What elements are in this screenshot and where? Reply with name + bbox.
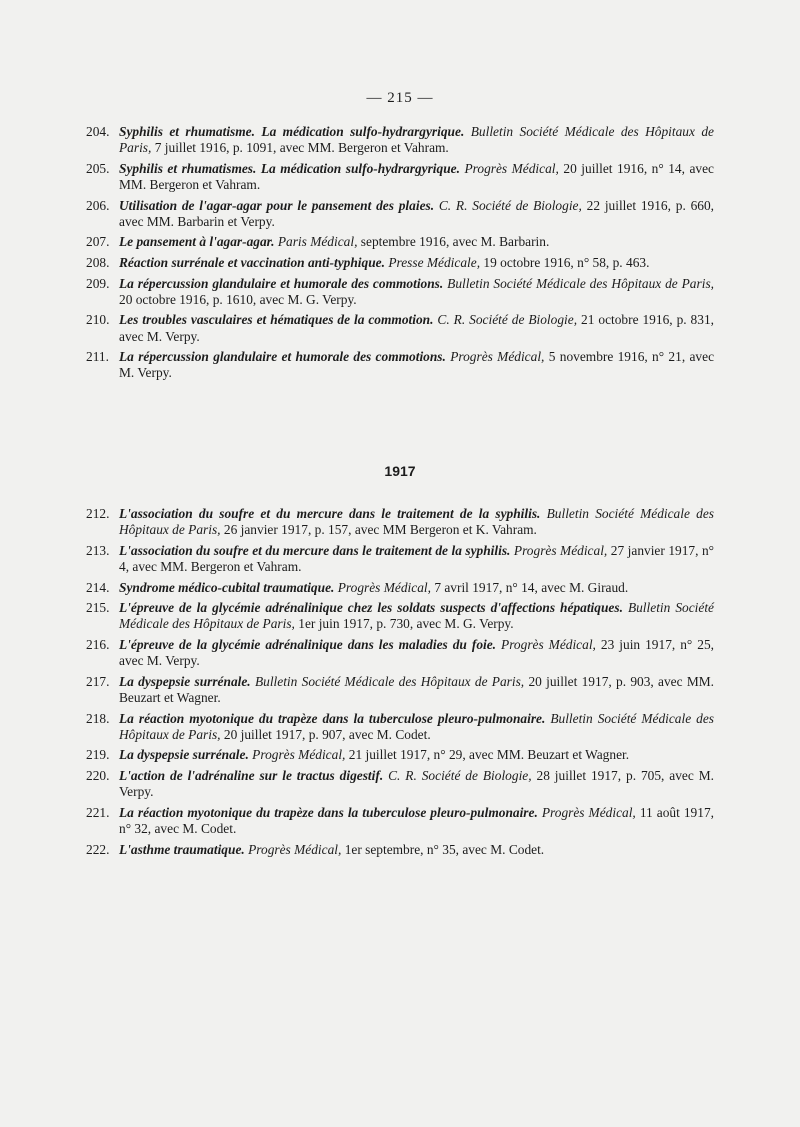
entry-details: 20 juillet 1917, p. 903, avec MM. Beuzart et Wagner. <box>119 673 714 705</box>
entry-details: 26 janvier 1917, p. 157, avec MM Bergeron et K. Vahram. <box>223 522 537 538</box>
entry-number: 207. <box>86 234 110 250</box>
entry-source: Progrès Médical, <box>464 160 559 176</box>
entry-title: Les troubles vasculaires et hématiques de la commotion. <box>119 312 434 328</box>
entry-title: La dyspepsie surrénale. <box>119 673 251 689</box>
entry-number: 208. <box>86 254 110 270</box>
entry-title: Syphilis et rhumatisme. La médication sulfo-hydrargyrique. <box>119 124 465 139</box>
entry-details: 20 octobre 1916, p. 1610, avec M. G. Verpy. <box>119 291 357 307</box>
entry-source: Progrès Médical, <box>248 841 342 857</box>
entry-source: Progrès Médical, <box>541 804 636 820</box>
entry-details: 5 novembre 1916, n° 21, avec M. Verpy. <box>119 349 715 381</box>
reference-entry <box>86 349 714 381</box>
reference-entry <box>86 711 714 743</box>
entry-details: 21 juillet 1917, n° 29, avec MM. Beuzart et Wagner. <box>348 747 630 763</box>
entry-source: Progrès Médical, <box>252 747 346 763</box>
entry-number: 219. <box>86 747 110 763</box>
year-heading: 1917 <box>384 463 416 479</box>
entry-source: Bulletin Société Médicale des Hôpitaux de Paris, <box>254 673 525 689</box>
entry-number: 217. <box>86 673 110 689</box>
entry-details: 23 juin 1917, n° 25, avec M. Verpy. <box>119 636 715 669</box>
entry-details: 1er septembre, n° 35, avec M. Codet. <box>344 841 545 857</box>
entry-source: Bulletin Société Médicale des Hôpitaux de Paris, <box>119 506 714 538</box>
reference-entry <box>86 637 714 669</box>
reference-entry <box>86 161 714 193</box>
reference-entry <box>86 506 714 538</box>
entry-title: L'association du soufre et du mercure dans le traitement de la syphilis. <box>119 542 511 558</box>
reference-entry <box>86 198 714 230</box>
entry-source: C. R. Société de Biologie, <box>438 197 582 213</box>
reference-entry <box>86 805 714 837</box>
entry-number: 211. <box>86 349 109 365</box>
entry-number: 216. <box>86 636 110 652</box>
entry-number: 215. <box>86 600 110 616</box>
entry-number: 209. <box>86 275 110 291</box>
entry-source: C. R. Société de Biologie, <box>437 312 578 328</box>
entry-number: 221. <box>86 804 110 820</box>
reference-entry <box>86 842 714 858</box>
entry-title: La répercussion glandulaire et humorale des commotions. <box>119 349 446 365</box>
entry-number: 213. <box>86 542 110 558</box>
reference-entry <box>86 543 714 575</box>
entry-number: 218. <box>86 710 110 726</box>
entry-details: septembre 1916, avec M. Barbarin. <box>360 234 550 250</box>
reference-entry <box>86 747 714 763</box>
entry-title: Syphilis et rhumatismes. La médication sulfo-hydrargyrique. <box>119 160 460 176</box>
entry-title: L'asthme traumatique. <box>119 841 245 857</box>
reference-entry <box>86 124 714 156</box>
entry-source: Paris Médical, <box>277 234 358 250</box>
entry-title: L'action de l'adrénaline sur le tractus digestif. <box>119 767 384 783</box>
entry-number: 210. <box>86 312 110 328</box>
entry-title: La dyspepsie surrénale. <box>119 747 249 763</box>
entry-details: 7 avril 1917, n° 14, avec M. Giraud. <box>434 579 629 595</box>
reference-entry <box>86 768 714 800</box>
entry-details: 28 juillet 1917, p. 705, avec M. Verpy. <box>119 767 714 800</box>
reference-entry <box>86 674 714 706</box>
entry-number: 214. <box>86 579 110 595</box>
entry-details: 20 juillet 1916, n° 14, avec MM. Bergeron et Vahram. <box>119 160 715 192</box>
entry-title: L'épreuve de la glycémie adrénalinique chez les soldats suspects d'affections hépatiques. <box>119 600 623 616</box>
entry-title: Le pansement à l'agar-agar. <box>119 234 275 250</box>
entry-source: Bulletin Société Médicale des Hôpitaux de Paris, <box>119 600 714 632</box>
entry-title: Syndrome médico-cubital traumatique. <box>119 579 335 595</box>
entry-details: 21 octobre 1916, p. 831, avec M. Verpy. <box>119 312 714 344</box>
entry-number: 220. <box>86 767 110 783</box>
entry-source: Progrès Médical, <box>337 579 431 595</box>
entry-title: Utilisation de l'agar-agar pour le pansement des plaies. <box>119 197 435 213</box>
entry-number: 206. <box>86 197 110 213</box>
entry-details: 20 juillet 1917, p. 907, avec M. Codet. <box>223 726 431 742</box>
entry-details: 19 octobre 1916, n° 58, p. 463. <box>483 254 650 270</box>
reference-list-1916 <box>86 124 714 386</box>
entry-title: La réaction myotonique du trapèze dans la tuberculose pleuro-pulmonaire. <box>119 804 538 820</box>
entry-title: L'association du soufre et du mercure dans le traitement de la syphilis. <box>119 506 541 521</box>
reference-entry <box>86 600 714 632</box>
reference-entry <box>86 234 714 250</box>
entry-source: Bulletin Société Médicale des Hôpitaux de Paris, <box>119 124 714 156</box>
entry-details: 1er juin 1917, p. 730, avec M. G. Verpy. <box>298 616 514 632</box>
entry-number: 204. <box>86 124 110 139</box>
entry-details: 27 janvier 1917, n° 4, avec MM. Bergeron et Vahram. <box>119 542 714 574</box>
entry-source: Presse Médicale, <box>388 254 481 270</box>
reference-list-1917 <box>86 506 714 862</box>
entry-details: 11 août 1917, n° 32, avec M. Codet. <box>119 804 714 836</box>
reference-entry <box>86 276 714 308</box>
entry-number: 205. <box>86 160 110 176</box>
entry-number: 212. <box>86 506 110 521</box>
entry-source: Progrès Médical, <box>513 542 608 558</box>
entry-title: Réaction surrénale et vaccination anti-typhique. <box>119 254 385 270</box>
entry-title: La réaction myotonique du trapèze dans la tuberculose pleuro-pulmonaire. <box>119 710 546 726</box>
reference-entry <box>86 580 714 596</box>
entry-source: Bulletin Société Médicale des Hôpitaux de Paris, <box>447 275 714 291</box>
entry-details: 7 juillet 1916, p. 1091, avec MM. Bergeron et Vahram. <box>154 140 449 156</box>
entry-source: Progrès Médical, <box>501 636 596 652</box>
reference-entry <box>86 312 714 344</box>
entry-source: C. R. Société de Biologie, <box>388 767 532 783</box>
entry-title: La répercussion glandulaire et humorale des commotions. <box>119 275 444 291</box>
page-number: — 215 — <box>366 90 434 106</box>
entry-source: Progrès Médical, <box>450 349 545 365</box>
entry-details: 22 juillet 1916, p. 660, avec MM. Barbarin et Verpy. <box>119 197 715 229</box>
reference-entry <box>86 255 714 271</box>
entry-source: Bulletin Société Médicale des Hôpitaux de Paris, <box>119 710 714 742</box>
entry-title: L'épreuve de la glycémie adrénalinique dans les maladies du foie. <box>119 636 497 652</box>
entry-number: 222. <box>86 841 110 857</box>
